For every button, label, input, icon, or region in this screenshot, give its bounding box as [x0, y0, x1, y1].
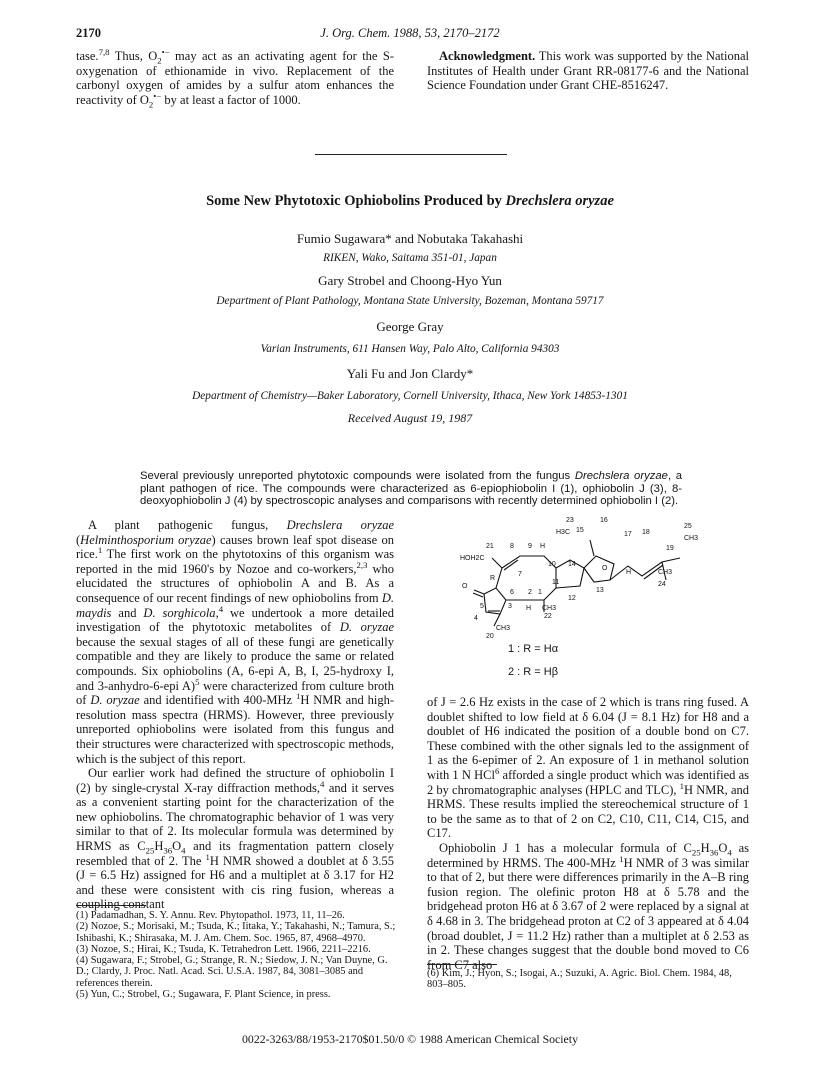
footnotes-right [427, 968, 749, 991]
ophiobolin-structure [444, 508, 734, 640]
atom-label: 15 [576, 527, 584, 534]
author-line-1: Fumio Sugawara* and Nobutaka Takahashi [296, 231, 524, 246]
previous-article-end: tase.$^{7,8}$ Thus, $O_2^{•-}$ may act as an activating agent for the S-oxygenation of ethionamide in vivo. Replacement of the carbonyl oxygen of amides by a sulfur atom enhances the reactivity of $O_2^{•-}$ by at least a factor of 1000. [76, 46, 394, 110]
atom-label: CH3 [542, 605, 557, 612]
atom-label: 20 [486, 633, 494, 640]
body-column-right [427, 695, 749, 972]
atom-label: O [602, 565, 608, 572]
footnote-rule [427, 964, 497, 965]
atom-label: 21 [486, 543, 494, 550]
author-line-3: George Gray [376, 319, 444, 334]
acknowledgment-heading: Acknowledgment. [439, 49, 536, 63]
atom-label: 2 [528, 589, 532, 596]
atom-label: 12 [568, 595, 576, 602]
footnote: (2) Nozoe, S.; Morisaki, M.; Tsuda, K.; Iitaka, Y.; Takahashi, N.; Tamura, S.; Ishibashi, K.; Shirasaka, M. J. Am. Chem. Soc. 1965, 87, 4968–4970. [76, 921, 396, 944]
footnote-rule [76, 905, 146, 906]
abstract: Several previously unreported phytotoxic compounds were isolated from the fungus Drechslera oryzae, a plant pathogen of rice. The compounds were characterized as 6-epiophiobolin I (1), ophiobolin J (3), 8-deoxyophiobolin J (4) by spectroscopic analyses and comparisons with recently determined ophiobolin I (2). [140, 470, 682, 508]
affiliation-1: RIKEN, Wako, Saitama 351-01, Japan [323, 252, 497, 264]
author-line-2: Gary Strobel and Choong-Hyo Yun [318, 273, 502, 288]
structure-label-1: 1 : R = Hα [508, 643, 559, 655]
atom-label: 18 [642, 529, 650, 536]
atom-label: 23 [566, 517, 574, 524]
article-title: Some New Phytotoxic Ophiobolins Produced by Drechslera oryzae [206, 193, 614, 209]
atom-label: 14 [568, 561, 576, 568]
atom-label: 17 [624, 531, 632, 538]
body-paragraph: Our earlier work had defined the structure of ophiobolin I (2) by single-crystal X-ray diffraction methods,$^4$ and it serves as a convenient starting point for the characterization of the new ophiobolins. The chromatographic behavior of 1 was very similar to that of 2. Its molecular formula was determined by HRMS as $C_{25}H_{36}O_4$ and its fragmentation pattern closely resembled that of 2. The $^1$H NMR showed a doublet at δ 3.55 (J = 6.5 Hz) assigned for H6 and a multiplet at δ 3.17 for H2 and these were consistent with cis ring fusion, whereas a coupling constant [76, 766, 395, 912]
footnote: (4) Sugawara, F.; Strobel, G.; Strange, R. N.; Siedow, J. N.; Van Duyne, G. D.; Clardy, J. Proc. Natl. Acad. Sci. U.S.A. 1987, 84, 3081–3085 and references therein. [76, 955, 388, 989]
atom-label: 13 [596, 587, 604, 594]
atom-label: 5 [480, 603, 484, 610]
affiliation-4: Department of Chemistry—Baker Laboratory, Cornell University, Ithaca, New York 14853-1301 [192, 390, 628, 402]
atom-label: HOH2C [460, 555, 485, 562]
atom-label: 10 [548, 561, 556, 568]
atom-label: 4 [474, 615, 478, 622]
atom-label: 1 [538, 589, 542, 596]
affiliation-2: Department of Plant Pathology, Montana State University, Bozeman, Montana 59717 [216, 295, 604, 307]
footnote: (3) Nozoe, S.; Hirai, K.; Tsuda, K. Tetrahedron Lett. 1966, 2211–2216. [76, 943, 371, 955]
body-paragraph: A plant pathogenic fungus, Drechslera oryzae (Helminthosporium oryzae) causes brown leaf spot disease on rice.$^1$ The first work on the phytotoxins of this organism was reported in the mid 1960's by Nozoe and co-workers,$^{2,3}$ who elucidated the structures of ophiobolin A and B. As a consequence of our recent findings of new ophiobolins from D. maydis and D. sorghicola,$^4$ we undertook a more detailed investigation of the phytotoxic metabolites of D. oryzae because the sexual stages of all of these fungi are genetically compatible and they are likely to produce the same or related compounds. Six ophiobolins (A, 6-epi A, B, I, 25-hydroxy I, and 3-anhydro-6-epi A)$^5$ were characterized from culture broth of D. oryzae and identified with 400-MHz $^1$H NMR and high-resolution mass spectra (HRMS). However, three previously unreported ophiobolins were isolated from this fungus and their structures were characterized with spectroscopic methods, which is the subject of this report. [76, 518, 394, 766]
atom-label: H [626, 569, 632, 576]
atom-label: 9 [528, 543, 532, 550]
acknowledgment: Acknowledgment. This work was supported by the National Institutes of Health under Grant RR-08177-6 and the National Science Foundation under Grant CHE-8516247. [427, 49, 749, 93]
structure-bonds [473, 540, 680, 626]
atom-label: H [540, 543, 546, 550]
structure-label-2: 2 : R = Hβ [508, 666, 559, 678]
author-line-4: Yali Fu and Jon Clardy* [346, 366, 474, 381]
footnote: (5) Yun, C.; Strobel, G.; Sugawara, F. Plant Science, in press. [76, 989, 331, 1001]
footnote: (1) Padamadhan, S. Y. Annu. Rev. Phytopathol. 1973, 11, 11–26. [76, 910, 345, 921]
atom-label: 16 [600, 517, 608, 524]
atom-label: R [490, 575, 496, 582]
atom-label: 19 [666, 545, 674, 552]
atom-label: CH3 [658, 569, 673, 576]
affiliation-3: Varian Instruments, 611 Hansen Way, Palo Alto, California 94303 [260, 343, 560, 355]
article-separator [315, 154, 507, 155]
page-number: 2170 [76, 26, 101, 40]
body-paragraph: of J = 2.6 Hz exists in the case of 2 which is trans ring fused. A doublet shifted to low field at δ 6.04 (J = 8.1 Hz) for H8 and a doublet of H6 indicated the position of a double bond on C7. These combined with the other signals led to the assignment of 1 as the 6-epimer of 2. An exposure of 1 in methanol solution with 1 N HCl$^6$ afforded a single product which was identified as 2 by chromatographic analyses (HPLC and TLC), $^1$H NMR, and HRMS. These results implied the stereochemical structure of 1 to be the same as to that of 2 on C2, C10, C11, C14, C15, and C17. [427, 695, 750, 841]
atom-label: 6 [510, 589, 514, 596]
atom-label: 11 [552, 579, 560, 586]
received-date: Received August 19, 1987 [347, 411, 473, 425]
atom-label: 8 [510, 543, 514, 550]
body-paragraph: Ophiobolin J 1 has a molecular formula of $C_{25}H_{36}O_4$ as determined by HRMS. The 400-MHz $^1$H NMR of 3 was similar to that of 2, but there were differences primarily in the A–B ring fusion region. The olefinic proton H8 at δ 5.78 and the bridgehead proton H6 at δ 3.67 of 2 were replaced by a signal at δ 4.68 in 3. The bridgehead proton at C2 of 3 appeared at δ 4.04 (broad doublet, J = 11.2 Hz) rather than a multiplet at δ 2.53 as in 2. These changes suggest that the double bond moved to C6 from C7 also [427, 840, 750, 972]
atom-label: 24 [658, 581, 666, 588]
atom-label: 22 [544, 613, 552, 620]
footnote: (6) Kim, J.; Hyon, S.; Isogai, A.; Suzuki, A. Agric. Biol. Chem. 1984, 48, 803–805. [427, 968, 732, 991]
atom-label: 7 [518, 571, 522, 578]
running-header: J. Org. Chem. 1988, 53, 2170–2172 [320, 26, 500, 40]
atom-label: 25 [684, 523, 692, 530]
atom-label: CH3 [496, 625, 511, 632]
atom-label: 3 [508, 603, 512, 610]
atom-label: H [526, 605, 532, 612]
atom-label: O [462, 583, 468, 590]
atom-label: CH3 [684, 535, 699, 542]
page-footer: 0022-3263/88/1953-2170$01.50/0 © 1988 American Chemical Society [242, 1032, 578, 1046]
body-column-left [76, 518, 394, 912]
atom-label: H3C [556, 529, 571, 536]
footnotes-left [76, 910, 396, 1000]
